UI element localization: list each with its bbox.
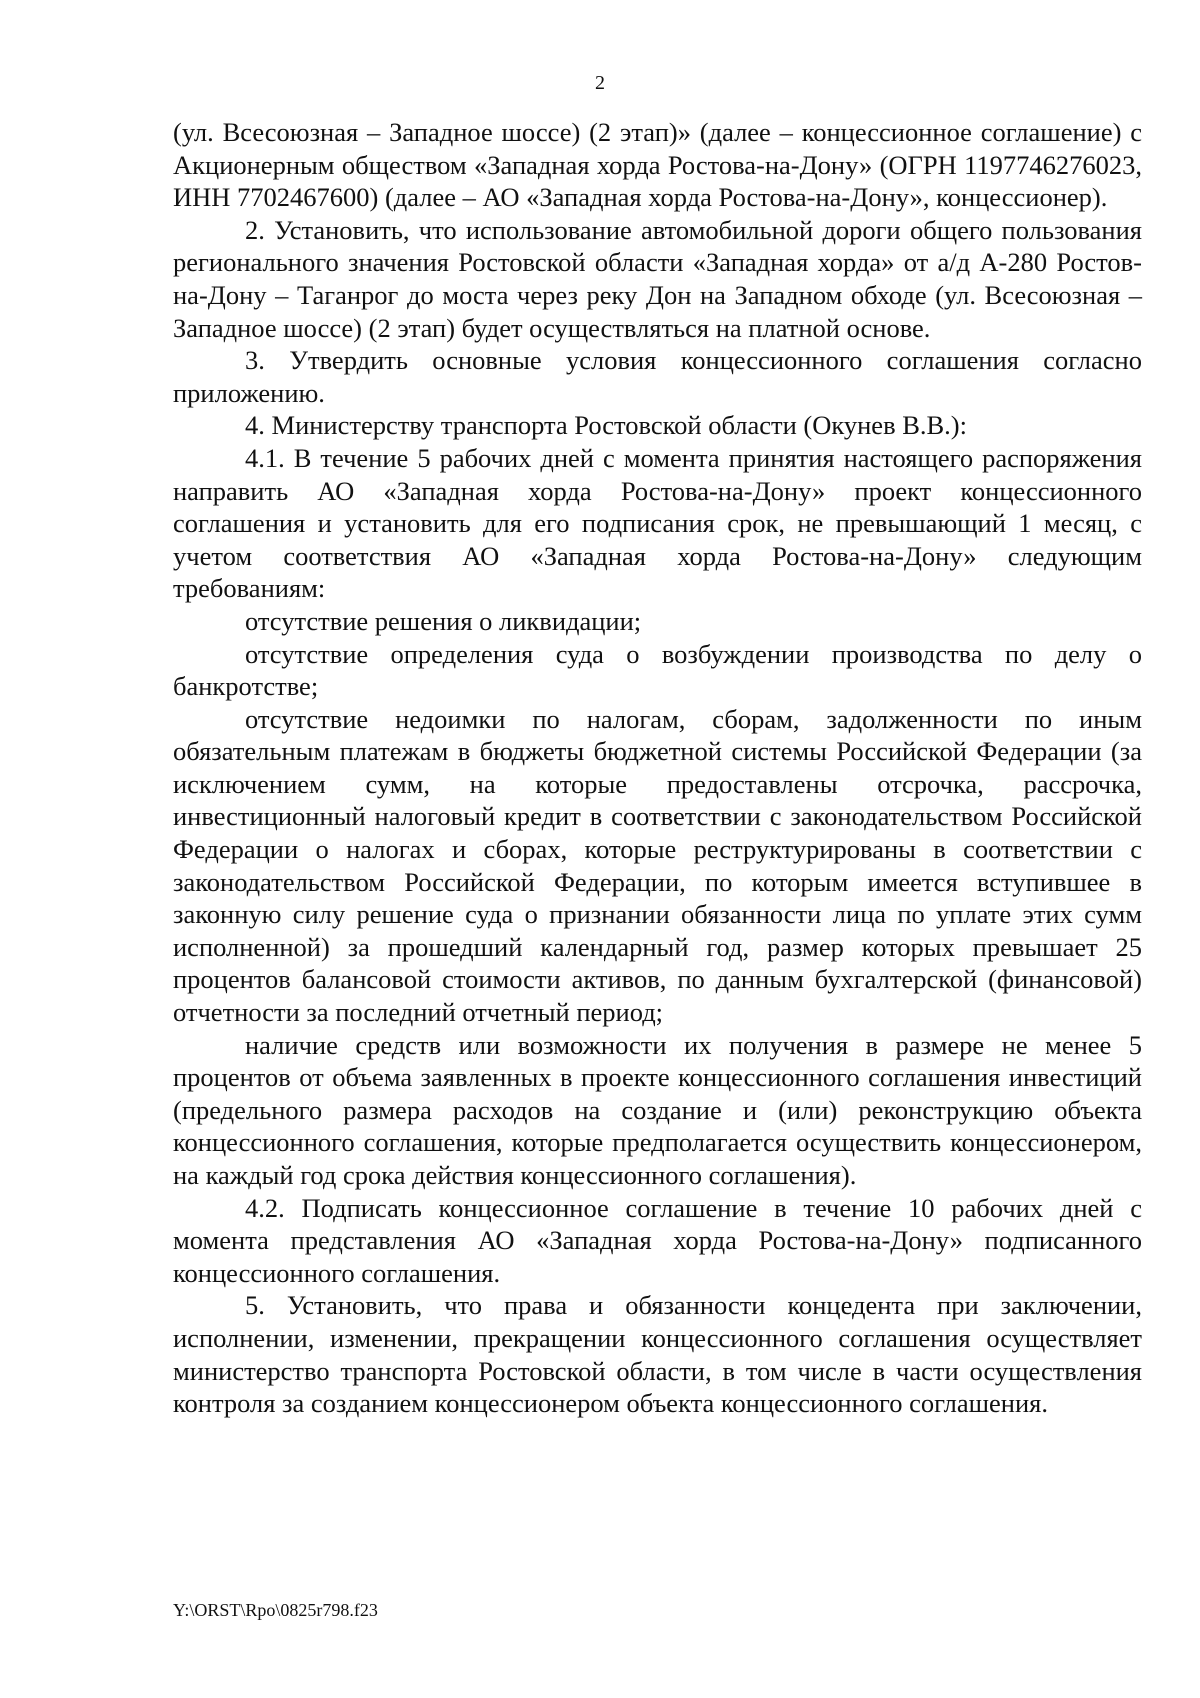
paragraph-continuation: (ул. Всесоюзная – Западное шоссе) (2 этап)» (далее – концессионное соглашение) с Акционерным обществом «Западная хорда Ростова-на-Дону» (ОГРН 1197746276023, ИНН 7702467600) (далее – АО «Западная хорда Ростова-на-Дону», концессионер). [173,117,1142,213]
paragraph-item-5: 5. Установить, что права и обязанности концедента при заключении, исполнении, изменении, прекращении концессионного соглашения осуществляет министерство транспорта Ростовской области, в том числе в части осуществления контроля за созданием концессионером объекта концессионного соглашения. [173,1290,1142,1419]
page-number: 2 [595,72,605,94]
requirement-no-liquidation: отсутствие решения о ликвидации; [245,605,642,636]
document-body [173,116,1142,1420]
requirement-funds: наличие средств или возможности их получения в размере не менее 5 процентов от объема заявленных в проекте концессионного соглашения инвестиций (предельного размера расходов на создание и (или) реконструкцию объекта концессионного соглашения, которые предполагается осуществить концессионером, на каждый год срока действия концессионного соглашения). [173,1029,1142,1190]
footer-file-path: Y:\ORST\Rpo\0825r798.f23 [173,1600,378,1620]
paragraph-item-3: 3. Утвердить основные условия концессионного соглашения согласно приложению. [173,345,1142,408]
paragraph-item-2: 2. Установить, что использование автомобильной дороги общего пользования регионального значения Ростовской области «Западная хорда» от а/д А-280 Ростов-на-Дону – Таганрог до моста через реку Дон на Западном обходе (ул. Всесоюзная – Западное шоссе) (2 этап) будет осуществляться на платной основе. [173,214,1142,343]
requirement-no-arrears: отсутствие недоимки по налогам, сборам, задолженности по иным обязательным платежам в бюджеты бюджетной системы Российской Федерации (за исключением сумм, на которые предоставлены отсрочка, рассрочка, инвестиционный налоговый кредит в соответствии с законодательством Российской Федерации о налогах и сборах, которые реструктурированы в соответствии с законодательством Российской Федерации, по которым имеется вступившее в законную силу решение суда о признании обязанности лица по уплате этих сумм исполненной) за прошедший календарный год, размер которых превышает 25 процентов балансовой стоимости активов, по данным бухгалтерской (финансовой) отчетности за последний отчетный период; [173,703,1142,1028]
requirement-no-bankruptcy: отсутствие определения суда о возбуждении производства по делу о банкротстве; [173,638,1142,702]
paragraph-item-4-2: 4.2. Подписать концессионное соглашение в течение 10 рабочих дней с момента представления АО «Западная хорда Ростова-на-Дону» подписанного концессионного соглашения. [173,1192,1142,1288]
paragraph-item-4: 4. Министерству транспорта Ростовской области (Окунев В.В.): [245,410,967,441]
paragraph-item-4-1: 4.1. В течение 5 рабочих дней с момента принятия настоящего распоряжения направить АО «Западная хорда Ростова-на-Дону» проект концессионного соглашения и установить для его подписания срок, не превышающий 1 месяц, с учетом соответствия АО «Западная хорда Ростова-на-Дону» следующим требованиям: [173,442,1142,604]
